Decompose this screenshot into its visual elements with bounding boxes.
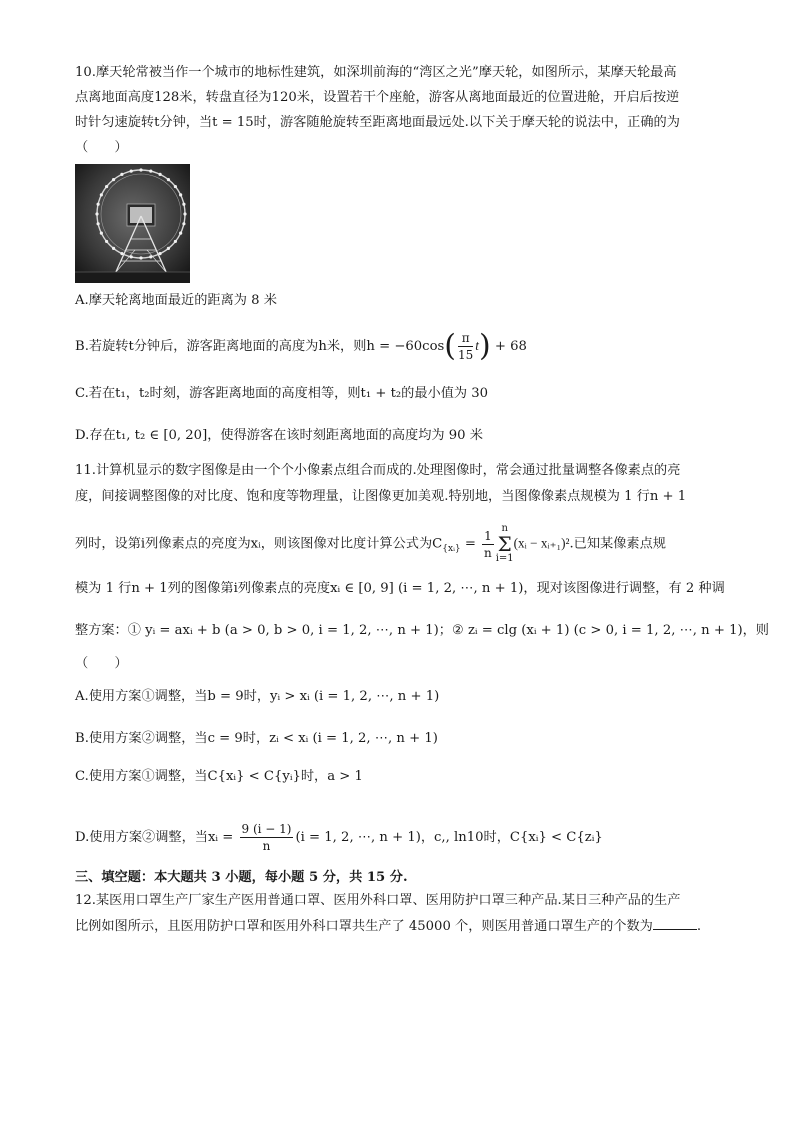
q11-line-5: 整方案：① yᵢ = axᵢ + b (a > 0, b > 0, i = 1, 2, ⋯, n + 1)；② zᵢ = clg (xᵢ + 1) (c > 0, i = 1, 2, ⋯, n + 1)，则 <box>75 623 769 638</box>
wheel-cabin <box>97 203 100 206</box>
wheel-cabin <box>112 247 115 250</box>
left-paren: ( <box>444 328 456 364</box>
wheel-cabin <box>174 185 177 188</box>
wheel-cabin <box>158 173 161 176</box>
fraction-denominator: n <box>484 545 492 560</box>
summand-expression: (xᵢ − xᵢ₊₁)² <box>513 535 570 551</box>
wheel-cabin <box>182 203 185 206</box>
wheel-cabin <box>182 222 185 225</box>
q11-line-3-tail: .已知某像素点规 <box>569 536 666 552</box>
q12-line-1: 12.某医用口罩生产厂家生产医用普通口罩、医用外科口罩、医用防护口罩三种产品.某日三种产品的生产 <box>75 893 681 908</box>
right-paren: ) <box>478 328 491 364</box>
sum-lower-limit: i=1 <box>495 553 514 564</box>
fraction-numerator: 1 <box>484 528 492 543</box>
q12-line-2: 比例如图所示，且医用防护口罩和医用外科口罩共生产了 45000 个，则医用普通口罩生产的个数为 . <box>75 919 702 934</box>
wheel-cabin <box>105 185 108 188</box>
wheel-cabin <box>183 212 186 215</box>
q11-line-4: 模为 1 行n + 1列的图像第i列像素点的亮度xᵢ ∈ [0, 9] (i = 1, 2, ⋯, n + 1)，现对该图像进行调整，有 2 种调 <box>75 581 725 596</box>
fraction-denominator: n <box>262 839 271 853</box>
q11-option-d-tail: (i = 1, 2, ⋯, n + 1)，c,, ln10时，C{xᵢ} < C{zᵢ} <box>295 830 603 845</box>
q10-option-a: A.摩天轮离地面最近的距离为 8 米 <box>75 293 277 308</box>
pi-over-15-fraction <box>458 330 473 363</box>
q11-line-3 <box>75 524 666 564</box>
q11-line-1: 11.计算机显示的数字图像是由一个个小像素点组合而成的.处理图像时，常会通过批量调整各像素点的亮 <box>75 463 681 478</box>
fraction-denominator: 15 <box>458 348 474 362</box>
q11-option-b: B.使用方案②调整，当c = 9时，zᵢ < xᵢ (i = 1, 2, ⋯, n + 1) <box>75 731 438 746</box>
wheel-cabin <box>139 168 142 171</box>
wheel-cabin <box>179 231 182 234</box>
q11-option-a: A.使用方案①调整，当b = 9时，yᵢ > xᵢ (i = 1, 2, ⋯, n + 1) <box>75 689 440 704</box>
equals-sign: = <box>460 536 481 552</box>
fraction-numerator: 9 (i − 1) <box>241 822 292 836</box>
wheel-cabin <box>95 212 98 215</box>
wheel-cabin <box>179 193 182 196</box>
wheel-cabin <box>167 247 170 250</box>
q11-option-c: C.使用方案①调整，当C{xᵢ} < C{yᵢ}时，a > 1 <box>75 769 363 784</box>
summation-symbol <box>496 524 514 564</box>
q10-line-3: 时针匀速旋转t分钟，当t = 15时，游客随舱旋转至距离地面最远处.以下关于摩天轮的说法中，正确的为 <box>75 115 680 130</box>
wheel-cabin <box>100 231 103 234</box>
wheel-cabin <box>100 193 103 196</box>
wheel-cabin <box>130 170 133 173</box>
answer-blank[interactable] <box>653 917 697 930</box>
q11-line-2: 度，间接调整图像的对比度、饱和度等物理量，让图像更加美观.特别地，当图像像素点规模为 1 行n + 1 <box>75 489 687 504</box>
wheel-hub <box>127 204 155 226</box>
q10-option-b <box>75 330 527 363</box>
wheel-cabin <box>174 240 177 243</box>
sum-upper-limit: n <box>501 523 508 534</box>
q11-option-d-text: D.使用方案②调整，当xᵢ = <box>75 830 238 845</box>
wheel-cabin <box>97 222 100 225</box>
q10-option-b-text: B.若旋转t分钟后，游客距离地面的高度为h米，则h = −60cos <box>75 339 445 354</box>
contrast-subscript: {xᵢ} <box>442 544 461 555</box>
q11-line-3-text: 列时，设第i列像素点的亮度为xᵢ，则该图像对比度计算公式为C <box>75 536 443 552</box>
ferris-wheel-photo <box>75 164 190 283</box>
wheel-cabin <box>120 173 123 176</box>
q10-option-d: D.存在t₁, t₂ ∈ [0, 20]，使得游客在该时刻距离地面的高度均为 90 米 <box>75 428 483 443</box>
x-i-fraction <box>240 821 294 854</box>
fraction-numerator: π <box>458 330 473 347</box>
section-3-heading: 三、填空题：本大题共 3 小题，每小题 5 分，共 15 分. <box>75 870 408 885</box>
wheel-cabin <box>105 240 108 243</box>
q11-option-d <box>75 821 603 854</box>
one-over-n-fraction <box>482 528 494 561</box>
wheel-cabin <box>139 256 142 259</box>
variable-t: t <box>475 338 479 353</box>
wheel-cabin <box>112 178 115 181</box>
q10-answer-paren: （ ） <box>75 140 128 155</box>
q10-line-1: 10.摩天轮常被当作一个城市的地标性建筑，如深圳前海的“湾区之光”摩天轮，如图所示，某摩天轮最高 <box>75 65 677 80</box>
q10-line-2: 点离地面高度128米，转盘直径为120米，设置若干个座舱，游客从离地面最近的位置进舱，开启后按逆 <box>75 90 680 105</box>
wheel-cabin <box>149 170 152 173</box>
q12-line-2-text: 比例如图所示，且医用防护口罩和医用外科口罩共生产了 45000 个，则医用普通口罩生产的个数为 <box>75 919 653 934</box>
q11-answer-paren: （ ） <box>75 656 128 671</box>
sigma-glyph: Σ <box>497 532 512 556</box>
q10-option-c: C.若在t₁，t₂时刻，游客距离地面的高度相等，则t₁ + t₂的最小值为 30 <box>75 386 489 401</box>
q10-option-b-tail: + 68 <box>494 339 527 354</box>
wheel-cabin <box>167 178 170 181</box>
